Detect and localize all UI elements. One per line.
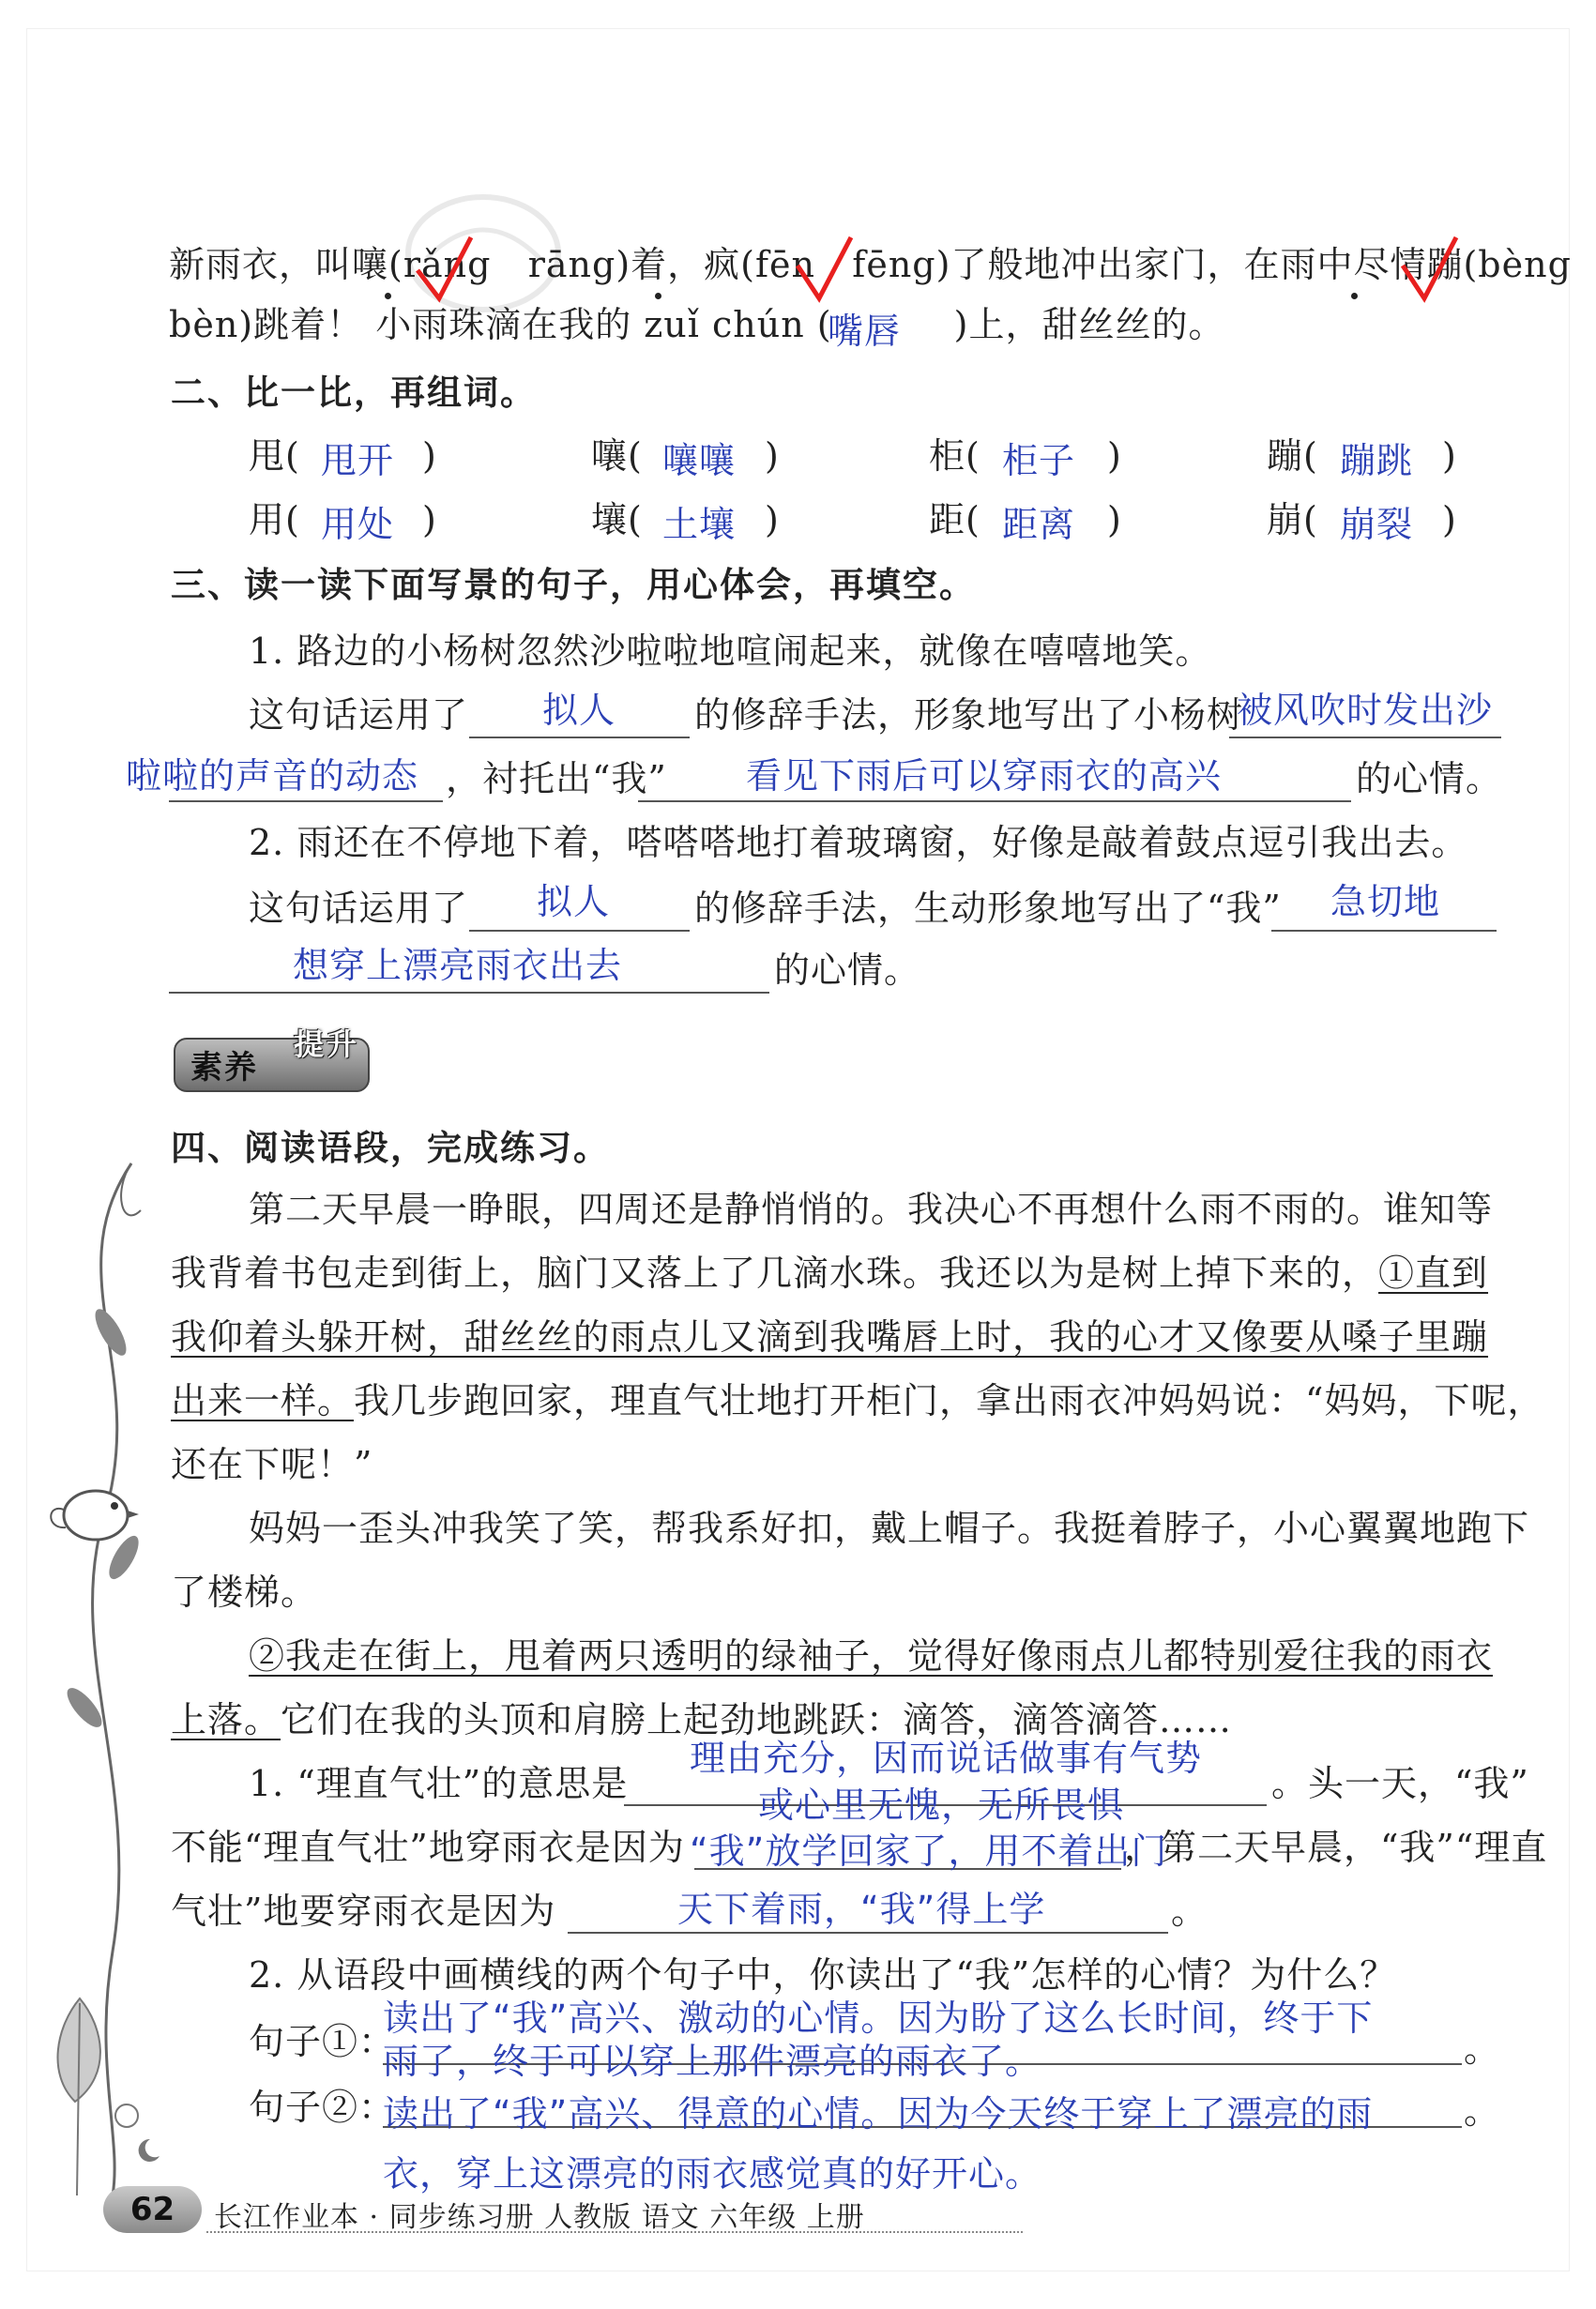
red-check-icon — [1398, 233, 1464, 308]
word-char: 柜( — [929, 435, 980, 477]
q3-2-text-c: 的心情。 — [774, 949, 921, 991]
answer-word: 嚷嚷 — [662, 440, 737, 481]
answer-word: 土壤 — [662, 504, 737, 545]
emphasis-dot — [1351, 293, 1358, 299]
word-char: 嚷( — [591, 435, 643, 477]
paren-close: ) — [1107, 435, 1122, 477]
answer-mood: 看见下雨后可以穿雨衣的高兴 — [746, 755, 1223, 797]
answer-sentence-1: 读出了“我”高兴、激动的心情。因为盼了这么长时间，终于下 — [383, 1998, 1374, 2039]
word-char: 蹦( — [1267, 435, 1318, 477]
answer-blank[interactable] — [568, 1932, 1168, 1934]
passage-line: 了楼梯。 — [171, 1572, 318, 1613]
answer-rhetoric: 拟人 — [537, 881, 611, 922]
q4-1-text-c: 不能“理直气壮”地穿雨衣是因为 — [171, 1827, 685, 1868]
q4-1-text-b: 。头一天，“我” — [1271, 1763, 1529, 1804]
underlined-sentence-2: 上落。 — [171, 1699, 281, 1740]
passage-line: 还在下呢！” — [171, 1444, 373, 1485]
q3-1-text-c: ，衬托出“我” — [446, 758, 667, 799]
answer-sentence-1-cont: 雨了，终于可以穿上那件漂亮的雨衣了。 — [383, 2041, 1042, 2082]
red-check-icon — [413, 233, 479, 308]
answer-blank[interactable] — [469, 930, 690, 932]
sentence-1-label: 句子①： — [249, 2021, 396, 2062]
answer-rhetoric: 拟人 — [542, 690, 616, 731]
pinyin-rang1: rāng — [527, 244, 616, 285]
q4-1-text-f: 。 — [1171, 1891, 1208, 1932]
pinyin-fen: fēn — [754, 244, 816, 285]
word-char: 用( — [249, 499, 300, 540]
answer-blank[interactable] — [469, 737, 690, 738]
pinyin-beng: bèng — [1478, 244, 1572, 285]
answer-zuichun: 嘴唇 — [828, 311, 902, 352]
answer-word: 甩开 — [321, 440, 395, 481]
intro-text: )上，甜丝丝的。 — [953, 304, 1225, 345]
period: 。 — [1464, 2090, 1501, 2132]
q3-1-text-d: 的心情。 — [1356, 758, 1503, 799]
paren-close: ) — [1107, 499, 1122, 540]
badge-main-text: 素养 — [190, 1049, 258, 1086]
underlined-sentence-1: 出来一样。 — [171, 1380, 355, 1421]
red-check-icon — [793, 233, 859, 308]
answer-description: 被风吹时发出沙 — [1237, 690, 1494, 731]
answer-meaning: 理由充分，因而说话做事有气势 — [690, 1738, 1203, 1779]
section-2-title: 二、比一比，再组词。 — [171, 372, 537, 413]
q4-1-text-a: 1. “理直气壮”的意思是 — [249, 1763, 629, 1804]
paren-close: ) — [422, 499, 437, 540]
paren-close: ) — [1442, 499, 1457, 540]
intro-text: )了般地冲出家门，在雨中尽情蹦( — [935, 244, 1479, 285]
section-3-title: 三、读一读下面写景的句子，用心体会，再填空。 — [171, 565, 976, 605]
intro-line-2 — [169, 302, 1224, 347]
paren-close: ) — [1442, 435, 1457, 477]
badge-sub-text: 提升 — [294, 1026, 360, 1062]
passage-line — [171, 1251, 1488, 1296]
answer-blank[interactable] — [169, 992, 769, 994]
underlined-sentence-2: ②我走在街上，甩着两只透明的绿袖子，觉得好像雨点儿都特别爱往我的雨衣 — [249, 1635, 1494, 1677]
answer-sentence-2: 读出了“我”高兴、得意的心情。因为今天终于穿上了漂亮的雨 — [383, 2093, 1374, 2134]
vine-bird-decoration-icon — [38, 1126, 169, 2214]
paren-close: ) — [765, 435, 780, 477]
period: 。 — [1464, 2028, 1501, 2070]
answer-mood-cont: 想穿上漂亮雨衣出去 — [293, 945, 623, 986]
q3-1-text-a: 这句话运用了 — [249, 694, 469, 736]
answer-word: 用处 — [321, 504, 395, 545]
book-info: 长江作业本 · 同步练习册 人教版 语文 六年级 上册 — [214, 2201, 865, 2234]
passage-text: 我几步跑回家，理直气壮地打开柜门，拿出雨衣冲妈妈说：“妈妈，下呢， — [354, 1380, 1544, 1421]
intro-text: )跳着！ 小雨珠滴在我的 zuǐ chún ( — [238, 304, 832, 345]
paren-close: ) — [765, 499, 780, 540]
q3-2-text-b: 的修辞手法，生动形象地写出了“我” — [694, 888, 1282, 929]
word-char: 壤( — [591, 499, 643, 540]
underlined-sentence-1: 我仰着头躲开树，甜丝丝的雨点儿又滴到我嘴唇上时，我的心才又像要从嗓子里蹦 — [171, 1316, 1489, 1358]
answer-reason-2: 天下着雨，“我”得上学 — [677, 1889, 1046, 1930]
word-char: 崩( — [1267, 499, 1318, 540]
q3-2-text-a: 这句话运用了 — [249, 888, 469, 929]
page-number: 62 — [103, 2186, 202, 2233]
answer-sentence-2-cont: 衣，穿上这漂亮的雨衣感觉真的好开心。 — [383, 2153, 1042, 2195]
answer-blank[interactable] — [169, 800, 443, 802]
q4-1-text-d: ，第二天早晨，“我”“理直 — [1124, 1827, 1548, 1868]
answer-word: 崩裂 — [1340, 504, 1414, 545]
passage-text: 我背着书包走到街上，脑门又落上了几滴水珠。我还以为是树上掉下来的， — [171, 1253, 1379, 1294]
q3-1-text-b: 的修辞手法，形象地写出了小杨树 — [694, 694, 1244, 736]
sentence-2-label: 句子②： — [249, 2087, 396, 2128]
question-3-2: 2. 雨还在不停地下着，嗒嗒嗒地打着玻璃窗，好像是敲着鼓点逗引我出去。 — [249, 822, 1468, 863]
passage-line: 妈妈一歪头冲我笑了笑，帮我系好扣，戴上帽子。我挺着脖子，小心翼翼地跑下 — [249, 1508, 1530, 1549]
question-4-2: 2. 从语段中画横线的两个句子中，你读出了“我”怎样的心情？为什么？ — [249, 1954, 1397, 1996]
answer-blank[interactable] — [1229, 737, 1501, 738]
answer-word: 蹦跳 — [1340, 440, 1414, 481]
answer-word: 距离 — [1002, 504, 1076, 545]
word-char: 甩( — [249, 435, 300, 477]
answer-description-cont: 啦啦的声音的动态 — [126, 755, 419, 797]
passage-text: 它们在我的头顶和肩膀上起劲地跳跃：滴答，滴答滴答…… — [281, 1699, 1233, 1740]
q4-1-text-e: 气壮”地要穿雨衣是因为 — [171, 1891, 556, 1932]
paren-close: ) — [422, 435, 437, 477]
passage-line: 第二天早晨一睁眼，四周还是静悄悄的。我决心不再想什么雨不雨的。谁知等 — [249, 1189, 1494, 1230]
suyang-tisheng-badge — [174, 1026, 389, 1090]
pinyin-feng: fēng — [852, 244, 936, 285]
emphasis-dot — [385, 293, 391, 299]
emphasis-dot — [655, 293, 661, 299]
passage-line — [171, 1378, 1543, 1423]
answer-blank[interactable] — [638, 800, 1351, 802]
pinyin-ben: bèn — [169, 304, 239, 345]
answer-blank[interactable] — [1271, 930, 1497, 932]
word-char: 距( — [929, 499, 980, 540]
intro-text: 新雨衣，叫嚷( — [169, 244, 403, 285]
answer-reason-1: “我”放学回家了，用不着出门 — [690, 1830, 1168, 1872]
question-3-1: 1. 路边的小杨树忽然沙啦啦地喧闹起来，就像在嘻嘻地笑。 — [249, 630, 1212, 672]
section-4-title: 四、阅读语段，完成练习。 — [171, 1128, 610, 1168]
intro-line-1 — [169, 242, 1572, 287]
answer-meaning-cont: 或心里无愧，无所畏惧 — [758, 1785, 1125, 1826]
answer-mood: 急切地 — [1330, 881, 1441, 922]
intro-text: )着，疯( — [616, 244, 755, 285]
underlined-sentence-1: ①直到 — [1378, 1253, 1489, 1294]
answer-word: 柜子 — [1002, 440, 1076, 481]
footer-divider — [206, 2231, 1023, 2233]
pinyin-rang3: rǎng — [403, 244, 492, 285]
